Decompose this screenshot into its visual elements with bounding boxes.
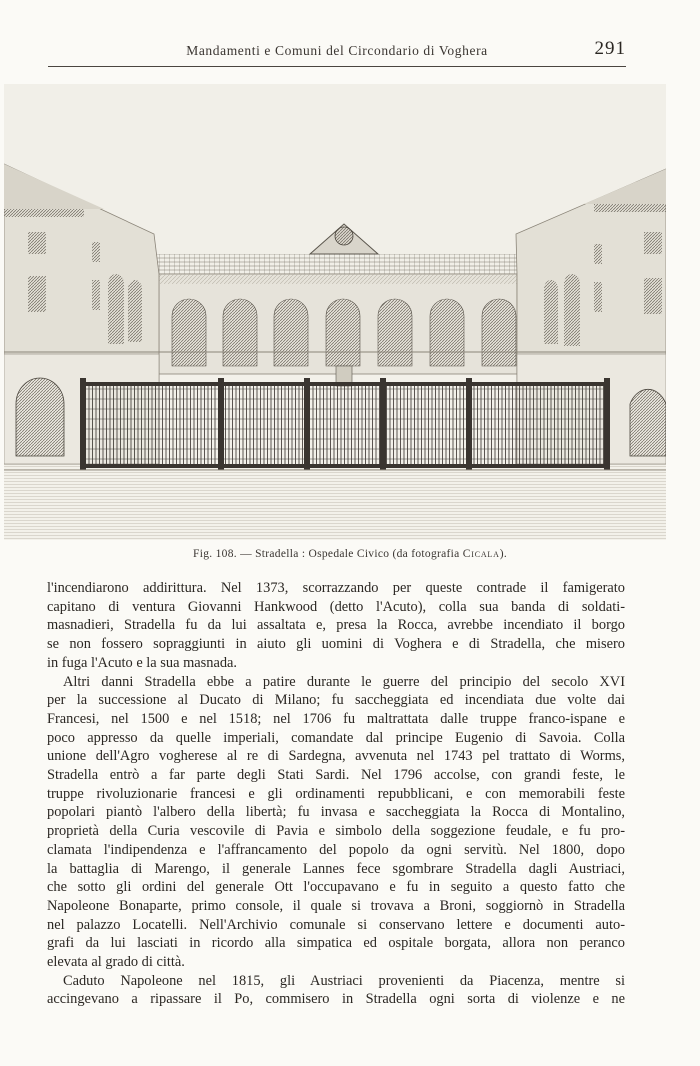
text-line: nel palazzo Locatelli. Nell'Archivio comunale si conservano lettere e documenti auto- [47, 916, 625, 933]
page-number: 291 [594, 38, 626, 59]
text-line: popolari piantò l'albero della libertà; fu invasa e saccheggiata la Rocca di Montalino, [47, 804, 625, 821]
text-line: capitano di ventura Giovanni Hankwood (detto l'Acuto), colla sua banda di soldati- [47, 598, 625, 615]
caption-text: Fig. 108. — Stradella : Ospedale Civico (da fotografia [193, 548, 463, 560]
text-line: l'incendiarono addirittura. Nel 1373, scorrazzando per queste contrade il famigerato [47, 580, 625, 596]
text-line: Altri danni Stradella ebbe a patire durante le guerre del principio del secolo XVI [63, 673, 625, 690]
text-line: se non fossero sopraggiunti in aiuto gli uomini di Voghera e di Stradella, che misero [47, 636, 625, 653]
text-line: Caduto Napoleone nel 1815, gli Austriaci provenienti da Piacenza, mentre si [63, 972, 625, 989]
text-line: in fuga l'Acuto e la sua masnada. [47, 654, 238, 671]
text-line: grafi da lui lasciati in ricordo alla simpatica ed ospitale borgata, allora non peranco [47, 935, 625, 952]
caption-credit: Cicala [462, 548, 500, 560]
text-line: masnadieri, Stradella fu da lui assaltata e, presa la Rocca, avrebbe incendiato il borgo [47, 617, 625, 634]
text-line: truppe rivoluzionarie francesi e gli ordinamenti repubblicani, e con memorabili feste [47, 785, 625, 802]
running-title: Mandamenti e Comuni del Circondario di Voghera [186, 43, 488, 58]
text-line: accingevano a ripassare il Po, commisero in Stradella ogni sorta di violenze e ne [47, 991, 625, 1008]
text-line: la battaglia di Marengo, il generale Lannes fece sgombrare Stradella dagli Austriaci, [47, 860, 625, 877]
text-line: poco appresso da quelle imperiali, comandate dal principe Eugenio di Savoia. Colla [47, 729, 625, 746]
text-line: proprietà della Curia vescovile di Pavia e simbolo della soggezione feudale, e fu pro- [47, 823, 625, 840]
body-text [47, 579, 625, 1009]
caption-suffix: ). [499, 548, 507, 560]
text-line: elevata al grado di città. [47, 954, 185, 971]
text-line: per la successione al Ducato di Milano; fu saccheggiata ed incendiata due volte dai [47, 692, 625, 709]
engraving-illustration [4, 84, 666, 540]
running-header [48, 40, 626, 67]
text-line: clamata l'indipendenza e l'affrancamento del popolo da ogni servitù. Nel 1800, dopo [47, 841, 625, 858]
text-line: Napoleone Bonaparte, primo console, il quale si trovava a Broni, soggiornò in Stradella [47, 897, 625, 914]
text-line: Stradella entrò a far parte degli Stati Sardi. Nel 1796 accolse, con grandi feste, le [47, 767, 625, 784]
figure-caption [0, 548, 700, 560]
text-line: Francesi, nel 1500 e nel 1518; nel 1706 fu maltrattata dalle truppe franco-ispane e [47, 710, 625, 727]
text-line: che sotto gli ordini del generale Ott l'occupavano e fu in seguito a questo fatto che [47, 879, 625, 896]
text-line: unione dell'Agro vogherese al re di Sardegna, avvenuta nel 1743 pel trattato di Worms, [47, 748, 625, 765]
